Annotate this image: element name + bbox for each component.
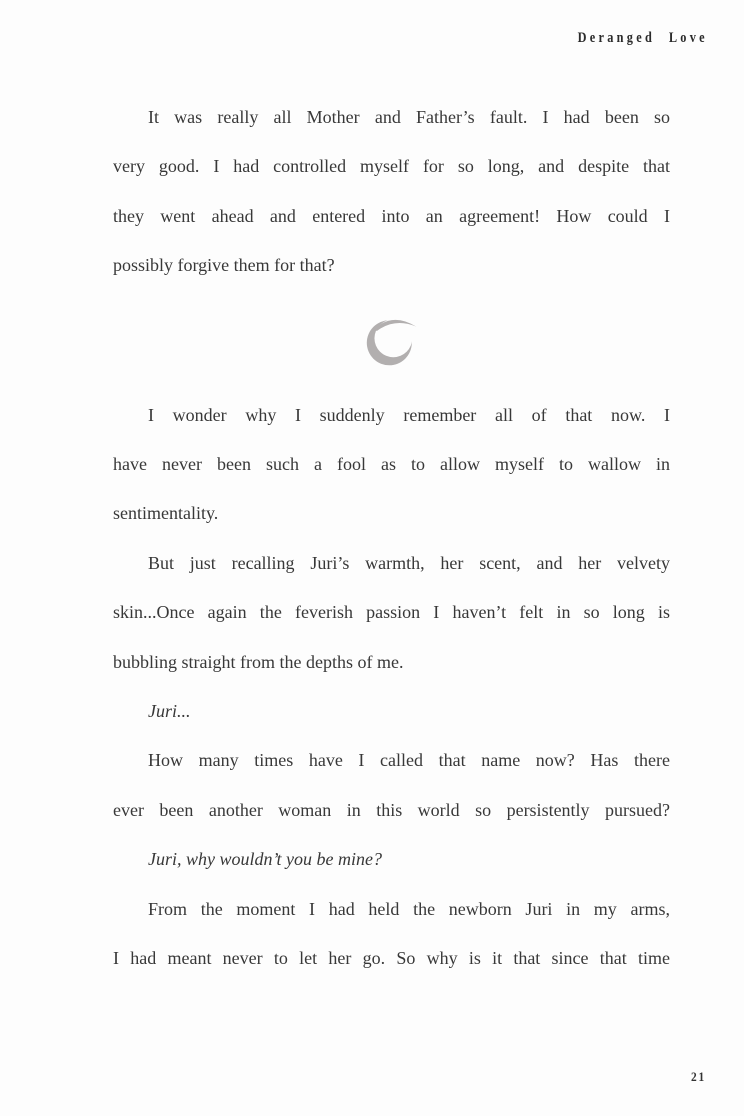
page-number: 21 bbox=[691, 1069, 706, 1084]
section-divider bbox=[113, 291, 670, 391]
body-text-line: I wonder why I suddenly remember all of that now. I bbox=[148, 404, 670, 425]
body-text-line: ever been another woman in this world so persistently pursued? bbox=[113, 799, 670, 820]
body-text-line: But just recalling Juri’s warmth, her scent, and her velvety bbox=[148, 552, 670, 573]
body-text-line: It was really all Mother and Father’s fault. I had been so bbox=[148, 107, 670, 127]
crescent-moon-icon bbox=[365, 314, 419, 368]
body-text-line: skin...Once again the feverish passion I haven’t felt in so long is bbox=[113, 602, 670, 623]
body-text-line: I had meant never to let her go. So why is it that since that time bbox=[113, 948, 670, 969]
body-text-line: very good. I had controlled myself for so long, and despite that bbox=[113, 156, 670, 177]
running-header: Deranged Love bbox=[577, 30, 708, 46]
body-text-line: sentimentality. bbox=[113, 503, 219, 524]
body-text-line: Juri, why wouldn’t you be mine? bbox=[148, 849, 382, 870]
paragraph-block bbox=[113, 391, 670, 984]
body-text-line: Juri... bbox=[148, 701, 191, 722]
body-text-line: How many times have I called that name now? Has there bbox=[148, 750, 670, 771]
body-text-line: have never been such a fool as to allow myself to wallow in bbox=[113, 454, 670, 475]
body-text-line: bubbling straight from the depths of me. bbox=[113, 651, 404, 672]
body-text-line: possibly forgive them for that? bbox=[113, 255, 335, 276]
body-text-line: From the moment I had held the newborn Juri in my arms, bbox=[148, 898, 670, 919]
paragraph-block bbox=[113, 93, 670, 291]
page-body bbox=[113, 93, 670, 984]
body-text-line: they went ahead and entered into an agreement! How could I bbox=[113, 205, 670, 226]
